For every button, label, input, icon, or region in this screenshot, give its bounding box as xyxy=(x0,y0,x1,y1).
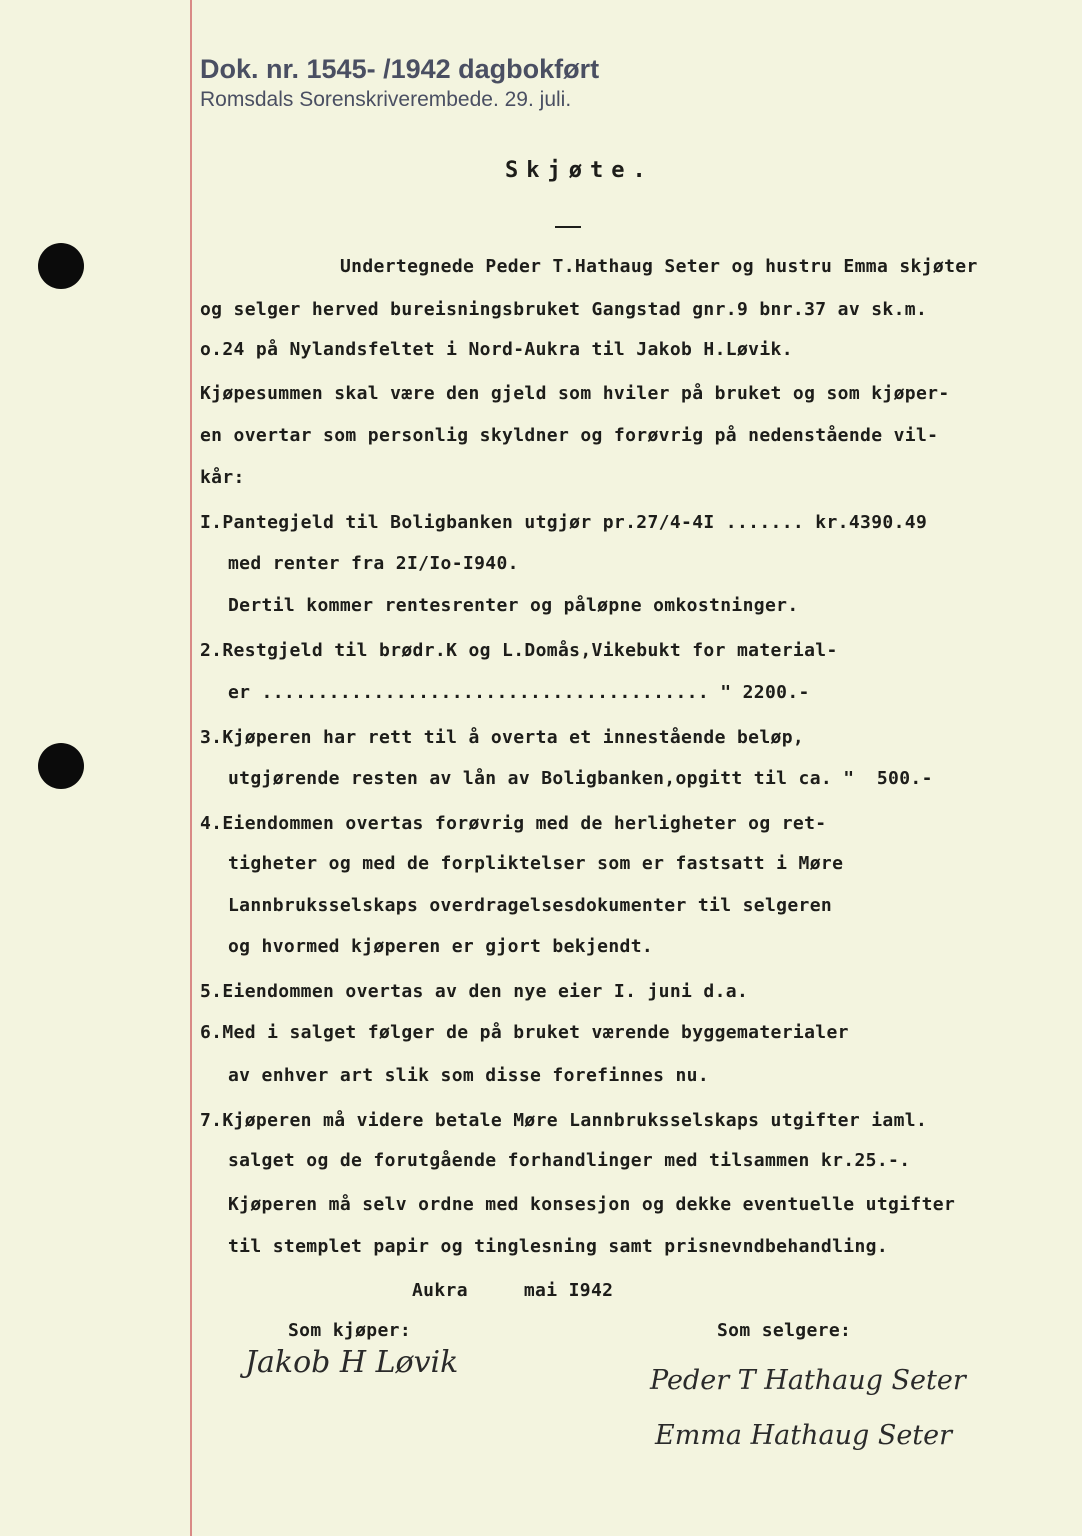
seller-signature-2: Emma Hathaug Seter xyxy=(655,1420,953,1451)
body-line: tigheter og med de forpliktelser som er fastsatt i Møre xyxy=(228,853,844,874)
seller-signature-1: Peder T Hathaug Seter xyxy=(650,1365,966,1396)
body-line: med renter fra 2I/Io-I940. xyxy=(228,553,519,574)
body-line: Lannbruksselskaps overdragelsesdokumenter til selgeren xyxy=(228,895,833,916)
body-line: 2.Restgjeld til brødr.K og L.Domås,Vikebukt for material- xyxy=(200,640,838,661)
buyer-label: Som kjøper: xyxy=(288,1320,412,1341)
body-line: av enhver art slik som disse forefinnes nu. xyxy=(228,1065,710,1086)
body-line: 5.Eiendommen overtas av den nye eier I. juni d.a. xyxy=(200,981,749,1002)
body-line: er ........................................ " 2200.- xyxy=(228,682,810,703)
punch-hole xyxy=(38,743,84,789)
body-line: en overtar som personlig skyldner og forøvrig på nedenstående vil- xyxy=(200,425,939,446)
body-line: til stemplet papir og tinglesning samt prisnevndbehandling. xyxy=(228,1236,889,1257)
body-line: 6.Med i salget følger de på bruket værende byggematerialer xyxy=(200,1022,849,1043)
document-title: Skjøte. xyxy=(505,158,654,183)
body-line: Undertegnede Peder T.Hathaug Seter og hustru Emma skjøter xyxy=(340,256,978,277)
body-line: Kjøpesummen skal være den gjeld som hviler på bruket og som kjøper- xyxy=(200,383,950,404)
body-line: utgjørende resten av lån av Boligbanken,opgitt til ca. " 500.- xyxy=(228,768,933,789)
body-line: Dertil kommer rentesrenter og påløpne omkostninger. xyxy=(228,595,799,616)
place-date: Aukra mai I942 xyxy=(412,1280,614,1301)
body-line: Kjøperen må selv ordne med konsesjon og dekke eventuelle utgifter xyxy=(228,1194,956,1215)
body-line: 7.Kjøperen må videre betale Møre Lannbruksselskaps utgifter iaml. xyxy=(200,1110,928,1131)
buyer-signature: Jakob H Løvik xyxy=(245,1345,459,1380)
registry-stamp-line2: Romsdals Sorenskriverembede. 29. juli. xyxy=(200,88,572,111)
seller-label: Som selgere: xyxy=(717,1320,852,1341)
registry-stamp-line1: Dok. nr. 1545- /1942 dagbokført xyxy=(200,54,600,84)
body-line: 3.Kjøperen har rett til å overta et innestående beløp, xyxy=(200,727,805,748)
title-dash xyxy=(555,226,581,228)
body-line: I.Pantegjeld til Boligbanken utgjør pr.27/4-4I ....... kr.4390.49 xyxy=(200,512,928,533)
body-line: kår: xyxy=(200,467,245,488)
margin-rule xyxy=(190,0,192,1536)
body-line: og hvormed kjøperen er gjort bekjendt. xyxy=(228,936,654,957)
punch-hole xyxy=(38,243,84,289)
body-line: o.24 på Nylandsfeltet i Nord-Aukra til Jakob H.Løvik. xyxy=(200,339,793,360)
body-line: salget og de forutgående forhandlinger med tilsammen kr.25.-. xyxy=(228,1150,911,1171)
body-line: 4.Eiendommen overtas forøvrig med de herligheter og ret- xyxy=(200,813,827,834)
body-line: og selger herved bureisningsbruket Gangstad gnr.9 bnr.37 av sk.m. xyxy=(200,299,928,320)
